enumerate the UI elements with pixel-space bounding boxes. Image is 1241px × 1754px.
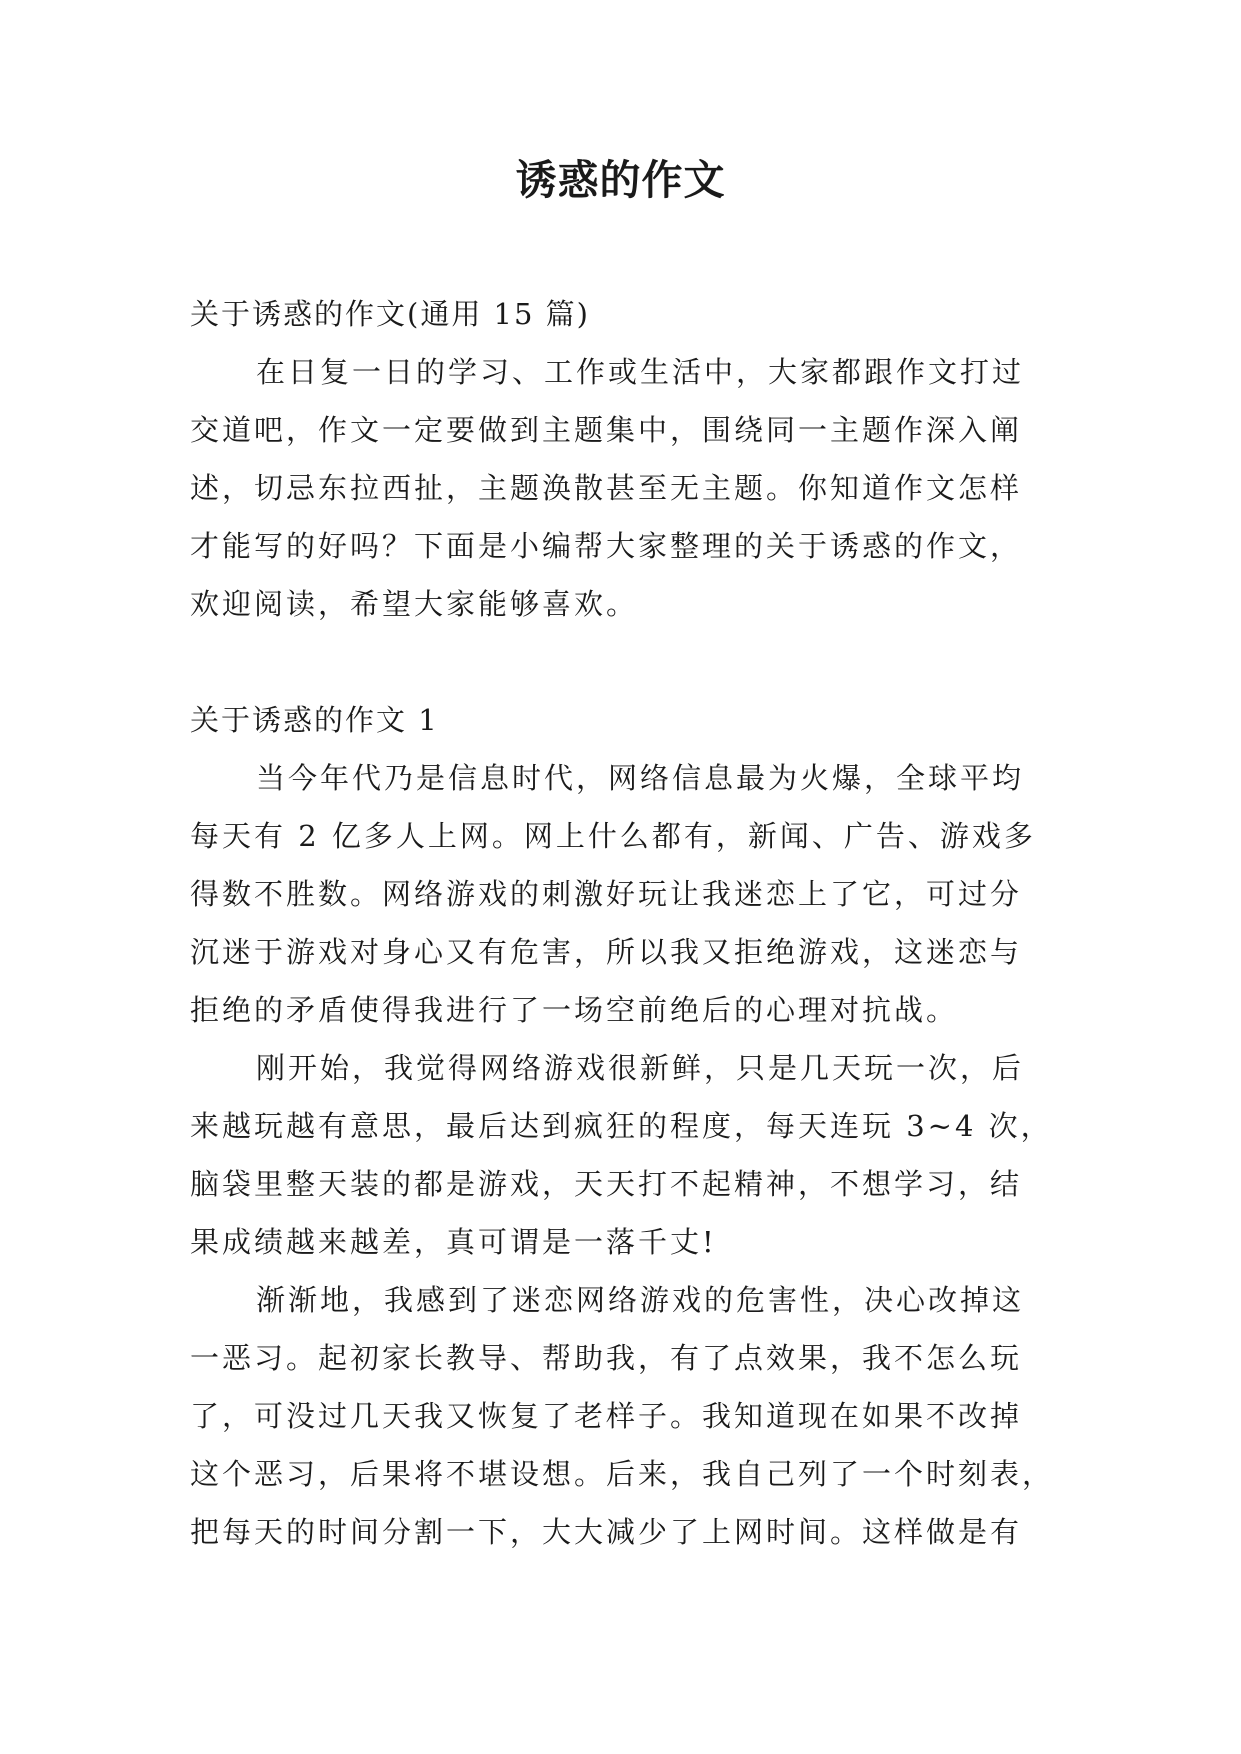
paragraph-line: 果成绩越来越差，真可谓是一落千丈!	[190, 1225, 717, 1259]
paragraph-line: 把每天的时间分割一下，大大减少了上网时间。这样做是有	[190, 1515, 1023, 1549]
paragraph-line: 在日复一日的学习、工作或生活中，大家都跟作文打过	[256, 355, 1025, 389]
intro-heading: 关于诱惑的作文(通用 15 篇)	[190, 297, 590, 331]
paragraph-line: 这个恶习，后果将不堪设想。后来，我自己列了一个时刻表，	[190, 1457, 1055, 1491]
paragraph-line: 脑袋里整天装的都是游戏，天天打不起精神，不想学习，结	[190, 1167, 1023, 1201]
essay-1-paragraph-2	[190, 1039, 1053, 1271]
paragraph-line: 欢迎阅读，希望大家能够喜欢。	[190, 587, 639, 621]
paragraph-line: 才能写的好吗？下面是小编帮大家整理的关于诱惑的作文，	[190, 529, 1023, 563]
intro-paragraph	[190, 343, 1050, 633]
paragraph-line: 拒绝的矛盾使得我进行了一场空前绝后的心理对抗战。	[190, 993, 959, 1027]
paragraph-line: 当今年代乃是信息时代，网络信息最为火爆，全球平均	[256, 761, 1025, 795]
paragraph-line: 交道吧，作文一定要做到主题集中，围绕同一主题作深入阐	[190, 413, 1023, 447]
page-title: 诱惑的作文	[515, 156, 726, 204]
essay-1-paragraph-1	[190, 749, 1050, 1039]
essay-1-heading: 关于诱惑的作文 1	[190, 703, 439, 737]
paragraph-line: 来越玩越有意思，最后达到疯狂的程度，每天连玩 3~4 次，	[190, 1109, 1053, 1143]
paragraph-line: 了，可没过几天我又恢复了老样子。我知道现在如果不改掉	[190, 1399, 1023, 1433]
section-spacer	[190, 633, 1050, 691]
paragraph-line: 一恶习。起初家长教导、帮助我，有了点效果，我不怎么玩	[190, 1341, 1023, 1375]
paragraph-line: 沉迷于游戏对身心又有危害，所以我又拒绝游戏，这迷恋与	[190, 935, 1023, 969]
document-body	[190, 285, 1055, 1561]
paragraph-line: 述，切忌东拉西扯，主题涣散甚至无主题。你知道作文怎样	[190, 471, 1023, 505]
paragraph-line: 渐渐地，我感到了迷恋网络游戏的危害性，决心改掉这	[256, 1283, 1025, 1317]
paragraph-line: 每天有 2 亿多人上网。网上什么都有，新闻、广告、游戏多	[190, 819, 1036, 853]
paragraph-line: 得数不胜数。网络游戏的刺激好玩让我迷恋上了它，可过分	[190, 877, 1023, 911]
essay-1-paragraph-3	[190, 1271, 1055, 1561]
paragraph-line: 刚开始，我觉得网络游戏很新鲜，只是几天玩一次，后	[256, 1051, 1025, 1085]
